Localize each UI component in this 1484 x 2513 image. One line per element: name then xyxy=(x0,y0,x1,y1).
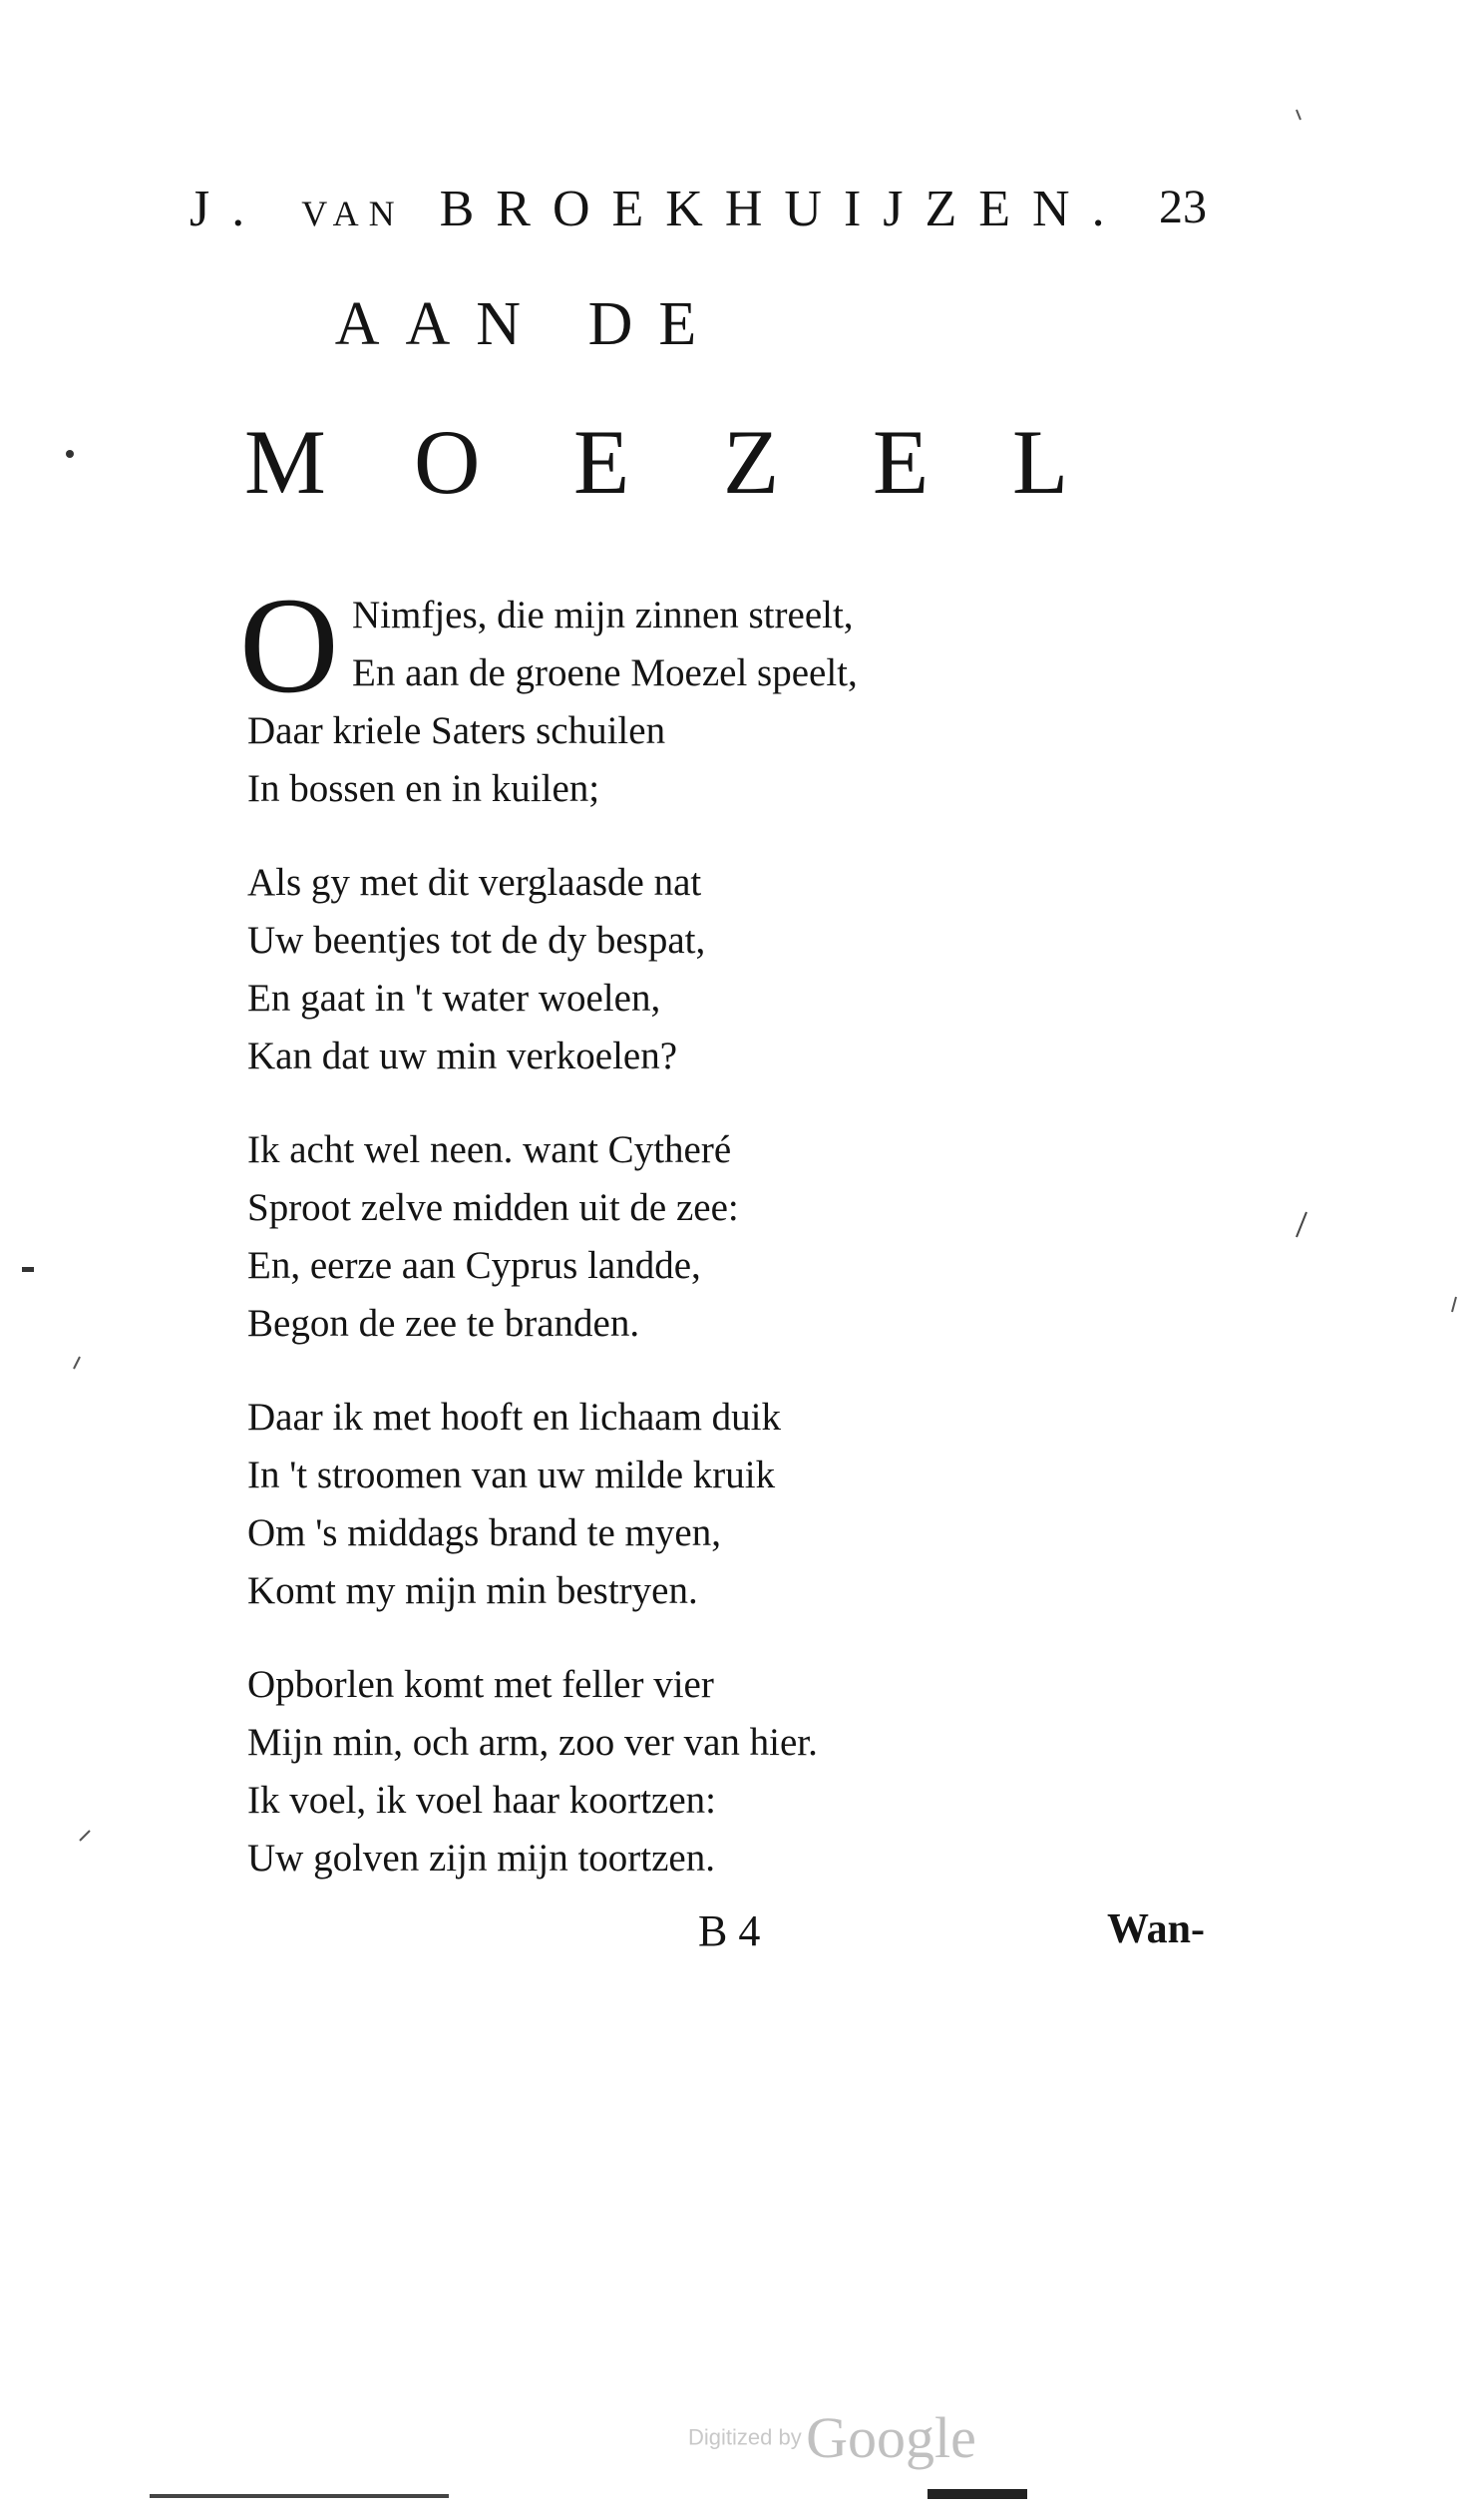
author-van: VAN xyxy=(301,194,405,233)
title-letter: M xyxy=(244,411,326,513)
stanza xyxy=(247,854,1045,1085)
running-head xyxy=(189,180,1247,249)
poem-line: Uw golven zijn mijn toortzen. xyxy=(247,1837,715,1880)
poem-line: Opborlen komt met feller vier xyxy=(247,1663,714,1706)
poem-title-line-2 xyxy=(244,409,1072,519)
title-letter: L xyxy=(1012,411,1069,513)
stanza xyxy=(247,587,1045,818)
poem-line: En, eerze aan Cyprus landde, xyxy=(247,1244,701,1287)
stanza xyxy=(247,1656,1045,1887)
drop-cap: O xyxy=(239,569,339,721)
watermark-brand: Google xyxy=(806,2405,976,2470)
stanza xyxy=(247,1389,1045,1620)
poem-line: Uw beentjes tot de dy bespat, xyxy=(247,919,706,962)
poem-line: Om 's middags brand te myen, xyxy=(247,1511,721,1554)
poem-line: In bossen en in kuilen; xyxy=(247,767,600,810)
title-letter: Z xyxy=(723,411,780,513)
poem-line: Daar kriele Saters schuilen xyxy=(247,709,666,752)
title-letter: O xyxy=(414,411,481,513)
poem-line: En gaat in 't water woelen, xyxy=(247,977,661,1020)
stanza xyxy=(247,1121,1045,1353)
poem-line: Sproot zelve midden uit de zee: xyxy=(247,1186,739,1229)
watermark-prefix: Digitized by xyxy=(688,2424,802,2450)
catchword: Wan- xyxy=(1107,1906,1206,1952)
poem-line: Kan dat uw min verkoelen? xyxy=(247,1035,678,1077)
page-number: 23 xyxy=(1159,181,1207,233)
poem-body xyxy=(239,569,1045,1923)
title-letter: E xyxy=(873,411,929,513)
poem-line: Ik voel, ik voel haar koortzen: xyxy=(247,1779,716,1822)
poem-line: In 't stroomen van uw milde kruik xyxy=(247,1454,776,1496)
signature-mark: B 4 xyxy=(698,1906,761,1955)
poem-title-line-1: AAN DE xyxy=(334,290,723,358)
title-letter: E xyxy=(573,411,630,513)
poem-line: Begon de zee te branden. xyxy=(247,1302,640,1345)
author-initial: J. xyxy=(189,181,267,237)
poem-line: Mijn min, och arm, zoo ver van hier. xyxy=(247,1721,818,1764)
poem-line: Daar ik met hooft en lichaam duik xyxy=(247,1396,781,1439)
running-head-author xyxy=(189,180,1127,238)
poem-line: En aan de groene Moezel speelt, xyxy=(352,651,858,694)
digitized-watermark xyxy=(688,2404,976,2471)
poem-line: Nimfjes, die mijn zinnen streelt, xyxy=(352,594,854,636)
author-surname: BROEKHUIJZEN. xyxy=(439,181,1127,237)
poem-line: Komt my mijn min bestryen. xyxy=(247,1569,698,1612)
poem-line: Ik acht wel neen. want Cytheré xyxy=(247,1128,732,1171)
poem-line: Als gy met dit verglaasde nat xyxy=(247,861,702,904)
